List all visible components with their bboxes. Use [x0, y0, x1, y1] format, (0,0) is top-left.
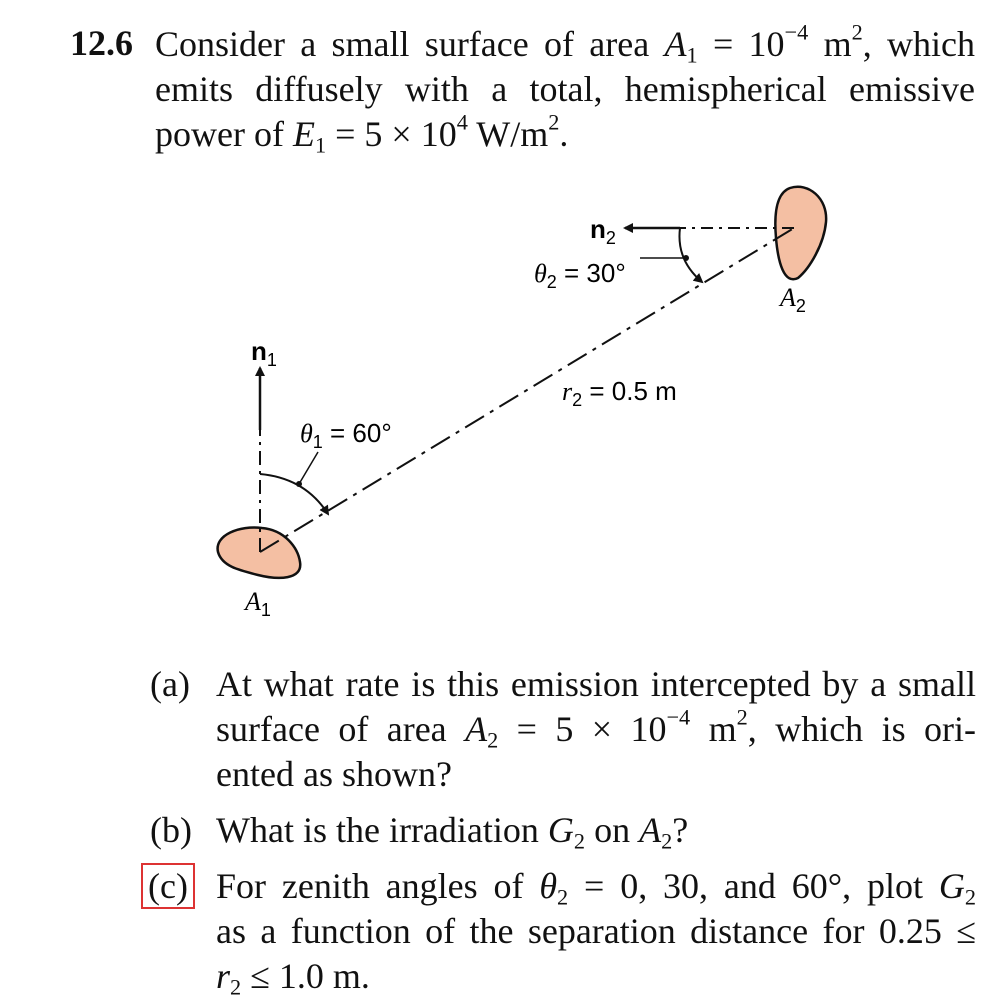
- theta1-arc: [260, 474, 328, 514]
- part-b-line-1: What is the irradiation $G_2$ on $A_2$?: [216, 810, 689, 854]
- n2-label: $n_2$: [590, 214, 616, 248]
- part-a-text: [216, 662, 976, 797]
- a2-label: $A_2$: [780, 283, 806, 316]
- geometry-diagram: [0, 170, 1000, 630]
- surface-a2: [775, 187, 826, 280]
- part-b-label: (b): [150, 810, 192, 850]
- theta2-label: $\theta_2 = 30^\circ$: [534, 258, 626, 292]
- statement-line-2: emits diffusely with a total, hemispherical emissive: [155, 69, 975, 109]
- part-c-line-3: $r_2 \le 1.0$ m.: [216, 956, 370, 1000]
- part-a-line-2: surface of area $A_2 = 5 \times 10^{-4}$ $m^2$, which is ori-: [216, 704, 976, 753]
- part-a-line-3: ented as shown?: [216, 754, 452, 794]
- statement-line-3: power of $E_1 = 5 \times 10^4$ $W/m^2$.: [155, 109, 569, 158]
- part-c-line-1: For zenith angles of $\theta_2 = 0$, 30, and 60°, plot $G_2$: [216, 866, 976, 910]
- a1-label: $A_1$: [245, 587, 271, 620]
- theta2-dot: [683, 255, 689, 261]
- part-b-text: [216, 808, 976, 853]
- theta1-label: $\theta_1 = 60^\circ$: [300, 418, 392, 452]
- n1-label: $n_1$: [251, 336, 277, 370]
- part-c-text: [216, 864, 976, 999]
- problem-number: 12.6: [70, 23, 133, 63]
- part-c-line-2: as a function of the separation distance for 0.25 ≤: [216, 911, 976, 951]
- r2-label: $r_2 = 0.5$ m: [562, 376, 677, 410]
- problem-statement: [155, 19, 975, 158]
- part-c-label-box: (c): [144, 866, 192, 906]
- theta1-leader: [299, 452, 318, 484]
- part-c-label: [150, 864, 210, 909]
- line-of-sight: [260, 228, 794, 552]
- part-a-label: (a): [150, 664, 190, 704]
- theta2-arc: [679, 228, 702, 282]
- statement-line-1: Consider a small surface of area $A_1 = 10^{-4}$ $m^2$, which: [155, 19, 975, 68]
- theta1-dot: [296, 481, 302, 487]
- part-a-line-1: At what rate is this emission intercepted by a small: [216, 664, 976, 704]
